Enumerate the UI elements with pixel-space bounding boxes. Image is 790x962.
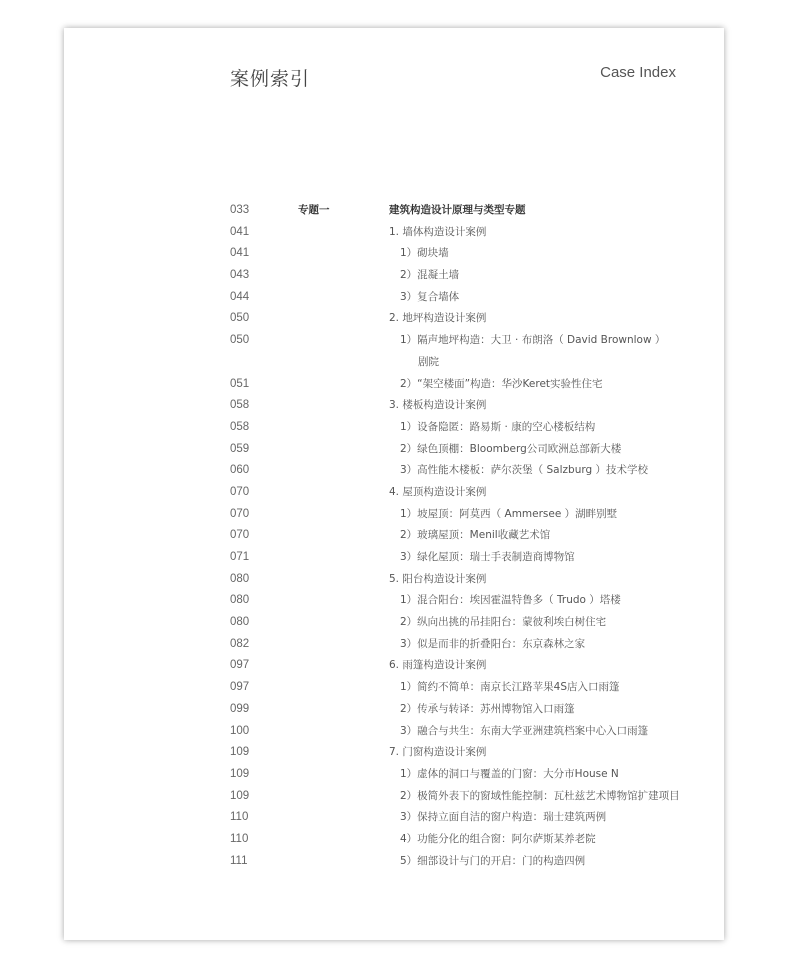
index-entry xyxy=(230,786,690,808)
entry-title: 6. 雨篷构造设计案例 xyxy=(389,659,487,672)
index-entry xyxy=(230,265,690,287)
index-entry xyxy=(230,655,690,677)
index-entry xyxy=(230,482,690,504)
index-entry xyxy=(230,374,690,396)
index-entry xyxy=(230,243,690,265)
page-number: 097 xyxy=(230,659,250,672)
page-number: 109 xyxy=(230,789,250,802)
index-entry xyxy=(230,308,690,330)
page-number: 058 xyxy=(230,399,250,412)
index-entry xyxy=(230,525,690,547)
entry-title: 5. 阳台构造设计案例 xyxy=(389,572,487,585)
page-number: 033 xyxy=(230,204,250,216)
entry-title: 5）细部设计与门的开启：门的构造四例 xyxy=(400,854,586,867)
entry-title: 4）功能分化的组合窗：阿尔萨斯某养老院 xyxy=(400,832,596,845)
document-page xyxy=(64,28,724,940)
entry-title: 1）坡屋顶：阿莫西（ Ammersee ）湖畔别墅 xyxy=(400,507,618,520)
index-entry xyxy=(230,200,690,222)
page-number: 080 xyxy=(230,616,250,629)
entry-title: 3）融合与共生：东南大学亚洲建筑档案中心入口雨篷 xyxy=(400,724,649,737)
entry-title: 7. 门窗构造设计案例 xyxy=(389,746,487,759)
entry-title: 1. 墙体构造设计案例 xyxy=(389,225,487,238)
index-entry xyxy=(230,634,690,656)
page-number: 111 xyxy=(230,854,248,867)
page-number: 099 xyxy=(230,702,250,715)
index-entry xyxy=(230,547,690,569)
index-entry xyxy=(230,851,690,873)
entry-title: 建筑构造设计原理与类型专题 xyxy=(389,204,526,216)
entry-title: 2）玻璃屋顶：Menil收藏艺术馆 xyxy=(400,529,551,542)
index-entry xyxy=(230,330,690,352)
entry-title: 3）高性能木楼板：萨尔茨堡（ Salzburg ）技术学校 xyxy=(400,464,649,477)
page-number: 050 xyxy=(230,312,250,325)
entry-title: 1）隔声地坪构造：大卫 · 布朗洛（ David Brownlow ） xyxy=(400,334,666,347)
page-title-en: Case Index xyxy=(600,64,676,81)
entry-title: 4. 屋顶构造设计案例 xyxy=(389,485,487,498)
index-entry xyxy=(230,829,690,851)
entry-title: 3）复合墙体 xyxy=(400,290,460,303)
index-entry xyxy=(230,764,690,786)
page-number: 110 xyxy=(230,832,249,845)
index-entry xyxy=(230,677,690,699)
entry-title: 3）绿化屋顶：瑞士手表制造商博物馆 xyxy=(400,551,575,563)
page-number: 100 xyxy=(230,724,250,737)
entry-title: 1）混合阳台：埃因霍温特鲁多（ Trudo ）塔楼 xyxy=(400,594,621,607)
page-number: 109 xyxy=(230,746,250,759)
page-number: 080 xyxy=(230,572,250,585)
entry-title: 2）“架空楼面”构造：华沙Keret实验性住宅 xyxy=(400,377,603,390)
page-number: 070 xyxy=(230,485,250,498)
index-entry xyxy=(230,439,690,461)
page-number: 097 xyxy=(230,681,250,694)
entry-title: 2）传承与转译：苏州博物馆入口雨篷 xyxy=(400,702,575,715)
index-entry xyxy=(230,417,690,439)
index-entry xyxy=(230,721,690,743)
page-number: 060 xyxy=(230,464,250,477)
page-number: 043 xyxy=(230,269,250,282)
index-entry xyxy=(230,612,690,634)
entry-title: 2）极简外表下的窗域性能控制：瓦杜兹艺术博物馆扩建项目 xyxy=(400,789,680,802)
page-number: 058 xyxy=(230,420,250,433)
entry-title: 1）设备隐匿：路易斯 · 康的空心楼板结构 xyxy=(400,420,596,433)
index-entry xyxy=(230,222,690,244)
page-number: 071 xyxy=(230,551,250,563)
entry-title-continued: 剧院 xyxy=(418,355,439,368)
page-number: 070 xyxy=(230,529,250,542)
index-entry xyxy=(230,699,690,721)
entry-title: 2）纵向出挑的吊挂阳台：蒙彼利埃白树住宅 xyxy=(400,616,607,629)
page-number: 041 xyxy=(230,225,250,238)
case-index-list xyxy=(230,200,690,872)
index-entry xyxy=(230,569,690,591)
entry-title: 2）混凝土墙 xyxy=(400,269,460,282)
entry-title: 3）保持立面自洁的窗户构造：瑞士建筑两例 xyxy=(400,811,607,824)
index-entry xyxy=(230,742,690,764)
index-entry xyxy=(230,287,690,309)
entry-title: 2）绿色顶棚：Bloomberg公司欧洲总部新大楼 xyxy=(400,442,622,455)
entry-title: 1）砌块墙 xyxy=(400,247,449,260)
entry-title: 3. 楼板构造设计案例 xyxy=(389,399,487,412)
page-number: 080 xyxy=(230,594,250,607)
page-number: 051 xyxy=(230,377,250,390)
index-entry xyxy=(230,807,690,829)
page-number: 059 xyxy=(230,442,250,455)
page-number: 041 xyxy=(230,247,250,260)
index-entry xyxy=(230,590,690,612)
page-number: 082 xyxy=(230,637,250,650)
page-number: 050 xyxy=(230,334,250,347)
part-label: 专题一 xyxy=(298,204,330,216)
index-entry xyxy=(230,395,690,417)
page-number: 110 xyxy=(230,811,249,824)
entry-title: 1）简约不简单：南京长江路苹果4S店入口雨篷 xyxy=(400,681,620,694)
index-entry xyxy=(230,460,690,482)
index-entry xyxy=(230,504,690,526)
entry-title: 1）虚体的洞口与覆盖的门窗：大分市House N xyxy=(400,767,619,780)
entry-title: 3）似是而非的折叠阳台：东京森林之家 xyxy=(400,637,586,650)
page-number: 044 xyxy=(230,290,250,303)
page-number: 070 xyxy=(230,507,250,520)
page-number: 109 xyxy=(230,767,250,780)
index-entry-continuation xyxy=(230,352,690,374)
entry-title: 2. 地坪构造设计案例 xyxy=(389,312,487,325)
page-title-cn: 案例索引 xyxy=(230,68,311,90)
